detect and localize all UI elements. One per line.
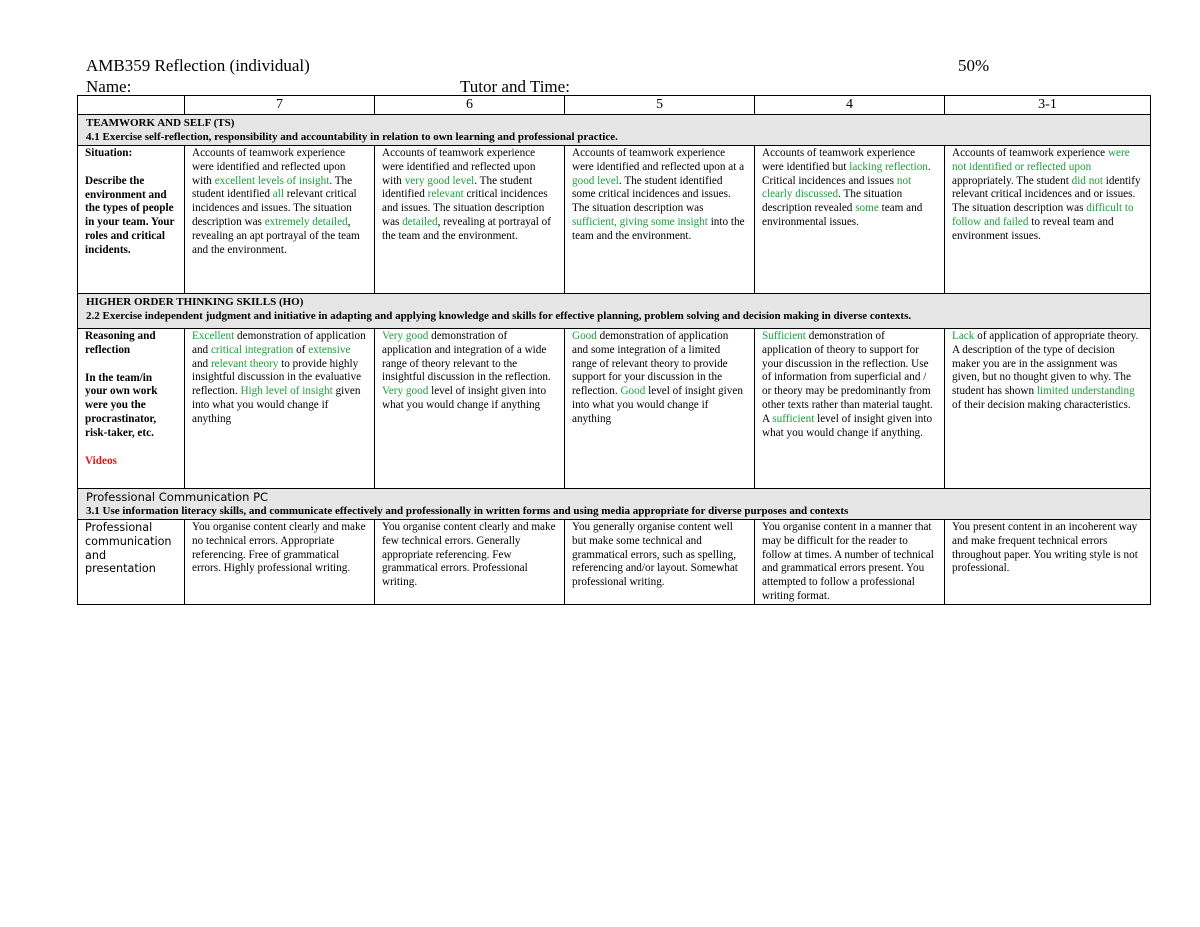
- highlighted-phrase: excellent levels of insight: [214, 174, 330, 187]
- descriptor-text: critical incidences and issues. The situation description was: [382, 188, 548, 228]
- highlighted-phrase: Excellent: [192, 330, 235, 342]
- highlighted-phrase: relevant theory: [210, 357, 279, 370]
- marking-rubric-table: [77, 95, 1151, 605]
- section-title: TEAMWORK AND SELF (TS): [86, 117, 235, 129]
- descriptor-text: into the team and the environment.: [572, 215, 745, 242]
- descriptor-text: . The situation description revealed: [762, 188, 903, 215]
- grade-header-blank: [78, 96, 185, 115]
- highlighted-phrase: detailed: [402, 215, 438, 228]
- highlighted-phrase: sufficient: [772, 412, 815, 425]
- section-subtitle: 3.1 Use information literacy skills, and communicate effectively and professionally in written forms and using media appropriate for diverse purposes and contexts: [86, 504, 849, 517]
- highlighted-phrase: difficult to follow and failed: [952, 202, 1134, 228]
- descriptor-text: relevant critical incidences and issues. The situation description was: [192, 188, 357, 228]
- descriptor-cell: [185, 329, 375, 489]
- descriptor-text: demonstration of application and some integration of a limited range of relevant theory to provide support for your discussion in the reflection.: [572, 330, 729, 398]
- highlighted-phrase: Sufficient: [762, 330, 806, 342]
- name-label: Name:: [86, 77, 132, 96]
- section-title: Professional Communication PC: [86, 490, 269, 504]
- tutor-time-label: Tutor and Time:: [460, 77, 570, 96]
- descriptor-text: level of insight given into what you would change if anything: [382, 385, 547, 411]
- weight-percentage: 50%: [958, 56, 990, 75]
- descriptor-text: Accounts of teamwork experience were identified and reflected upon with: [382, 147, 536, 187]
- descriptor-text: You present content in an incoherent way and make frequent technical errors throughout paper. You writing style is not professional.: [952, 521, 1138, 575]
- highlighted-phrase: critical integration: [210, 343, 294, 356]
- criterion-row-situation: [78, 146, 1151, 294]
- section-professional-communication-header: [78, 489, 1151, 520]
- grade-3-1: 3-1: [945, 96, 1151, 115]
- descriptor-text: demonstration of application of theory to support for your discussion in the reflection. Use of information from superficial and / or theory may be predominantly from other texts rather than material taught. A: [762, 330, 933, 425]
- highlighted-phrase: extensive: [308, 343, 351, 356]
- highlighted-phrase: Very good: [382, 330, 429, 342]
- videos-label: Videos: [85, 454, 117, 467]
- descriptor-text: You organise content clearly and make no technical errors. Appropriate referencing. Free of grammatical errors. Highly professional writing.: [192, 521, 366, 575]
- descriptor-text: demonstration of application and: [192, 330, 366, 356]
- descriptor-text: , revealing an apt portrayal of the team and the environment.: [192, 215, 360, 256]
- highlighted-phrase: Good: [572, 330, 597, 342]
- criterion-description: In the team/in your own work were you the procrastinator, risk-taker, etc.: [85, 371, 158, 439]
- criterion-row-reasoning: [78, 329, 1151, 489]
- grade-7: 7: [185, 96, 375, 115]
- descriptor-text: to reveal team and environment issues.: [952, 215, 1114, 242]
- highlighted-phrase: good level: [572, 174, 619, 187]
- descriptor-text: of: [293, 343, 309, 356]
- descriptor-text: team and environmental issues.: [762, 202, 923, 228]
- highlighted-phrase: all: [272, 188, 284, 201]
- highlighted-phrase: not clearly discussed: [762, 174, 912, 201]
- descriptor-text: level of insight given into what you would change if anything.: [762, 412, 933, 439]
- highlighted-phrase: some: [855, 202, 879, 215]
- descriptor-text: to provide highly insightful discussion in the evaluative reflection.: [192, 357, 362, 398]
- descriptor-text: and: [192, 357, 211, 370]
- descriptor-cell: [945, 329, 1151, 489]
- descriptor-text: appropriately. The student: [952, 174, 1072, 187]
- descriptor-cell: [565, 146, 755, 294]
- descriptor-text: Accounts of teamwork experience: [952, 147, 1108, 159]
- highlighted-phrase: very good level: [404, 174, 475, 187]
- grade-4: 4: [755, 96, 945, 115]
- descriptor-cell: [375, 329, 565, 489]
- descriptor-text: You generally organise content well but make some technical and grammatical errors, such as spelling, referencing and/or layout. Somewhat professional writing.: [572, 521, 738, 589]
- descriptor-cell: [185, 520, 375, 605]
- descriptor-cell: [565, 520, 755, 605]
- descriptor-cell: [755, 329, 945, 489]
- section-title: HIGHER ORDER THINKING SKILLS (HO): [86, 296, 304, 308]
- criterion-heading: Situation:: [85, 147, 133, 159]
- criterion-cell: [78, 146, 185, 294]
- section-subtitle: 2.2 Exercise independent judgment and initiative in adapting and applying knowledge and skills for effective planning, problem solving and decision making in diverse contexts.: [86, 309, 912, 322]
- highlighted-phrase: Very good: [382, 385, 429, 398]
- descriptor-cell: [945, 146, 1151, 294]
- descriptor-cell: [375, 520, 565, 605]
- criterion-row-communication: [78, 520, 1151, 605]
- descriptor-text: . The student identified some critical incidences and issues. The situation description was: [572, 174, 731, 215]
- descriptor-text: of application of appropriate theory. A description of the type of decision maker you are in the assignment was given, but no thought given to why. The student has shown: [952, 330, 1139, 398]
- section-subtitle: 4.1 Exercise self-reflection, responsibility and accountability in relation to own learning and professional practice.: [86, 130, 618, 143]
- document-title: AMB359 Reflection (individual): [86, 56, 310, 75]
- descriptor-text: identify relevant critical incidences and or issues. The situation description was: [952, 174, 1141, 215]
- descriptor-text: Accounts of teamwork experience were identified and reflected upon at a: [572, 147, 745, 173]
- descriptor-text: Accounts of teamwork experience were identified but: [762, 147, 916, 173]
- descriptor-cell: [185, 146, 375, 294]
- criterion-cell: [78, 329, 185, 489]
- descriptor-cell: [755, 520, 945, 605]
- criterion-heading: Reasoning and reflection: [85, 330, 156, 356]
- highlighted-phrase: Lack: [952, 330, 975, 342]
- section-teamwork-header: [78, 115, 1151, 146]
- descriptor-text: . Critical incidences and issues: [762, 160, 931, 187]
- highlighted-phrase: were not identified or reflected upon: [952, 147, 1130, 173]
- descriptor-text: You organise content in a manner that may be difficult for the reader to follow at times. A number of technical and grammatical errors present. You attempted to follow a professional writing format.: [762, 521, 934, 602]
- criterion-cell: [78, 520, 185, 605]
- highlighted-phrase: Good: [620, 385, 646, 398]
- descriptor-text: You organise content clearly and make few technical errors. Generally appropriate referencing. Few grammatical errors. Professional writing.: [382, 521, 556, 589]
- criterion-heading: Professional communication and presentation: [85, 521, 172, 576]
- grade-5: 5: [565, 96, 755, 115]
- descriptor-text: given into what you would change if anything: [192, 385, 361, 425]
- highlighted-phrase: extremely detailed: [264, 215, 348, 228]
- descriptor-text: of their decision making characteristics.: [952, 398, 1131, 411]
- descriptor-text: , revealing at portrayal of the team and the environment.: [382, 215, 552, 242]
- criterion-description: Describe the environment and the types of people in your team. Your roles and critical incidents.: [85, 174, 175, 256]
- grade-6: 6: [375, 96, 565, 115]
- descriptor-text: . The student identified: [382, 174, 533, 201]
- descriptor-cell: [945, 520, 1151, 605]
- descriptor-cell: [565, 329, 755, 489]
- highlighted-phrase: relevant: [427, 188, 464, 201]
- highlighted-phrase: did not: [1071, 174, 1103, 187]
- highlighted-phrase: limited understanding: [1036, 385, 1135, 398]
- highlighted-phrase: lacking reflection: [849, 160, 928, 173]
- descriptor-text: . The student identified: [192, 174, 353, 201]
- descriptor-cell: [375, 146, 565, 294]
- highlighted-phrase: sufficient, giving some insight: [572, 215, 708, 228]
- grade-header-row: [78, 96, 1151, 115]
- highlighted-phrase: High level of insight: [240, 385, 333, 398]
- descriptor-text: demonstration of application and integration of a wide range of theory relevant to the insightful discussion in the reflection.: [382, 330, 551, 384]
- descriptor-text: level of insight given into what you would change if anything: [572, 385, 743, 425]
- descriptor-cell: [755, 146, 945, 294]
- section-higher-order-header: [78, 294, 1151, 329]
- descriptor-text: Accounts of teamwork experience were identified and reflected upon with: [192, 147, 346, 187]
